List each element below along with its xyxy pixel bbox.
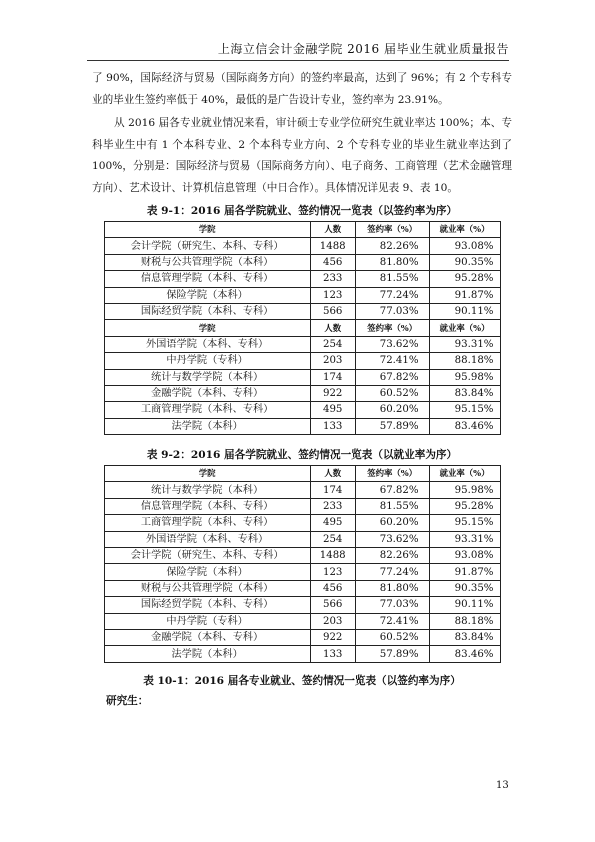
signing-rate-cell: 81.55% <box>355 271 429 287</box>
college-cell: 信息管理学院（本科、专科） <box>104 271 310 287</box>
table-row <box>104 402 500 418</box>
table-9-2 <box>104 465 501 663</box>
employment-rate-cell: 91.87% <box>429 287 500 303</box>
count-cell: 456 <box>310 254 355 270</box>
college-cell: 国际经贸学院（本科、专科） <box>104 303 310 319</box>
employment-rate-cell: 93.31% <box>429 336 500 352</box>
college-cell: 工商管理学院（本科、专科） <box>104 402 310 418</box>
signing-rate-cell: 82.26% <box>355 238 429 254</box>
signing-rate-cell: 67.82% <box>355 482 429 498</box>
college-cell: 工商管理学院（本科、专科） <box>104 515 310 531</box>
header-rule <box>87 60 509 61</box>
college-cell: 国际经贸学院（本科、专科） <box>104 597 310 613</box>
college-cell: 会计学院（研究生、本科、专科） <box>104 238 310 254</box>
table-header-row <box>104 222 500 238</box>
employment-rate-cell: 90.11% <box>429 597 500 613</box>
column-header-count: 人数 <box>310 466 355 482</box>
signing-rate-cell: 67.82% <box>355 369 429 385</box>
college-cell: 财税与公共管理学院（本科） <box>104 580 310 596</box>
count-cell: 566 <box>310 597 355 613</box>
table-row <box>104 238 500 254</box>
count-cell: 566 <box>310 303 355 319</box>
college-cell: 金融学院（本科、专科） <box>104 385 310 401</box>
signing-rate-cell: 73.62% <box>355 531 429 547</box>
employment-rate-cell: 90.11% <box>429 303 500 319</box>
college-cell: 保险学院（本科） <box>104 287 310 303</box>
table-row <box>104 515 500 531</box>
signing-rate-cell: 81.55% <box>355 498 429 514</box>
table-10-1-caption: 表 10-1：2016 届各专业就业、签约情况一览表（以签约率为序） <box>143 674 461 687</box>
table-row <box>104 336 500 352</box>
column-header-employment-rate: 就业率（%） <box>429 222 500 238</box>
college-cell: 保险学院（本科） <box>104 564 310 580</box>
employment-rate-cell: 83.46% <box>429 646 500 662</box>
table-row <box>104 254 500 270</box>
paragraph-1: 了 90%，国际经济与贸易（国际商务方向）的签约率最高，达到了 96%；有 2 个专科专业的毕业生签约率低于 40%，最低的是广告设计专业，签约率为 23.91%。 <box>92 72 512 106</box>
signing-rate-cell: 72.41% <box>355 353 429 369</box>
column-header-signing-rate: 签约率（%） <box>355 466 429 482</box>
count-cell: 133 <box>310 418 355 434</box>
employment-rate-cell: 93.31% <box>429 531 500 547</box>
count-cell: 174 <box>310 369 355 385</box>
table-row <box>104 271 500 287</box>
college-cell: 法学院（本科） <box>104 646 310 662</box>
college-cell: 金融学院（本科、专科） <box>104 629 310 645</box>
column-header-employment-rate: 就业率（%） <box>429 320 500 336</box>
table-row <box>104 303 500 319</box>
college-cell: 信息管理学院（本科、专科） <box>104 498 310 514</box>
signing-rate-cell: 77.24% <box>355 564 429 580</box>
signing-rate-cell: 81.80% <box>355 254 429 270</box>
count-cell: 922 <box>310 629 355 645</box>
count-cell: 254 <box>310 336 355 352</box>
table-9-2-caption: 表 9-2：2016 届各学院就业、签约情况一览表（以就业率为序） <box>146 449 458 462</box>
signing-rate-cell: 82.26% <box>355 548 429 564</box>
table-row <box>104 597 500 613</box>
column-header-college: 学院 <box>104 466 310 482</box>
table-subheader-row <box>104 320 500 336</box>
table-row <box>104 629 500 645</box>
employment-rate-cell: 95.15% <box>429 402 500 418</box>
employment-rate-cell: 88.18% <box>429 353 500 369</box>
column-header-signing-rate: 签约率（%） <box>355 320 429 336</box>
column-header-college: 学院 <box>104 222 310 238</box>
column-header-count: 人数 <box>310 222 355 238</box>
table-row <box>104 482 500 498</box>
count-cell: 133 <box>310 646 355 662</box>
paragraph-2: 从 2016 届各专业就业情况来看，审计硕士专业学位研究生就业率达 100%；本、专科毕业生中有 1 个本科专业、2 个本科专业方向、2 个专科专业的毕业生就业率达到了 100%，分别是：国际经济与贸易（国际商务方向）、电子商务、工商管理（艺术金融管理方向）、艺术设计、计算机信息管理（中日合作）。具体情况详见表 9、表 10。 <box>92 117 512 194</box>
count-cell: 1488 <box>310 238 355 254</box>
table-row <box>104 353 500 369</box>
column-header-college: 学院 <box>104 320 310 336</box>
table-row <box>104 287 500 303</box>
signing-rate-cell: 57.89% <box>355 418 429 434</box>
signing-rate-cell: 60.20% <box>355 402 429 418</box>
college-cell: 外国语学院（本科、专科） <box>104 531 310 547</box>
signing-rate-cell: 73.62% <box>355 336 429 352</box>
employment-rate-cell: 93.08% <box>429 548 500 564</box>
signing-rate-cell: 57.89% <box>355 646 429 662</box>
employment-rate-cell: 95.15% <box>429 515 500 531</box>
table-row <box>104 498 500 514</box>
count-cell: 922 <box>310 385 355 401</box>
college-cell: 外国语学院（本科、专科） <box>104 336 310 352</box>
table-row <box>104 531 500 547</box>
college-cell: 法学院（本科） <box>104 418 310 434</box>
count-cell: 203 <box>310 613 355 629</box>
count-cell: 254 <box>310 531 355 547</box>
employment-rate-cell: 95.28% <box>429 498 500 514</box>
employment-rate-cell: 90.35% <box>429 254 500 270</box>
table-9-1 <box>104 221 501 435</box>
employment-rate-cell: 95.28% <box>429 271 500 287</box>
signing-rate-cell: 60.52% <box>355 385 429 401</box>
signing-rate-cell: 77.03% <box>355 597 429 613</box>
signing-rate-cell: 77.24% <box>355 287 429 303</box>
table-header-row <box>104 466 500 482</box>
employment-rate-cell: 95.98% <box>429 482 500 498</box>
signing-rate-cell: 77.03% <box>355 303 429 319</box>
column-header-signing-rate: 签约率（%） <box>355 222 429 238</box>
employment-rate-cell: 90.35% <box>429 580 500 596</box>
table-row <box>104 613 500 629</box>
college-cell: 统计与数学学院（本科） <box>104 482 310 498</box>
employment-rate-cell: 88.18% <box>429 613 500 629</box>
table-row <box>104 548 500 564</box>
page-content <box>92 68 512 711</box>
signing-rate-cell: 60.52% <box>355 629 429 645</box>
count-cell: 123 <box>310 564 355 580</box>
college-cell: 统计与数学学院（本科） <box>104 369 310 385</box>
college-cell: 中丹学院（专科） <box>104 613 310 629</box>
table-9-1-caption: 表 9-1：2016 届各学院就业、签约情况一览表（以签约率为序） <box>146 205 458 217</box>
page-header: 上海立信会计金融学院 2016 届毕业生就业质量报告 <box>217 42 509 56</box>
employment-rate-cell: 95.98% <box>429 369 500 385</box>
column-header-count: 人数 <box>310 320 355 336</box>
table-row <box>104 418 500 434</box>
count-cell: 1488 <box>310 548 355 564</box>
college-cell: 中丹学院（专科） <box>104 353 310 369</box>
employment-rate-cell: 91.87% <box>429 564 500 580</box>
count-cell: 203 <box>310 353 355 369</box>
employment-rate-cell: 83.84% <box>429 385 500 401</box>
signing-rate-cell: 60.20% <box>355 515 429 531</box>
count-cell: 495 <box>310 515 355 531</box>
employment-rate-cell: 83.46% <box>429 418 500 434</box>
table-row <box>104 580 500 596</box>
count-cell: 123 <box>310 287 355 303</box>
count-cell: 174 <box>310 482 355 498</box>
table-row <box>104 646 500 662</box>
signing-rate-cell: 81.80% <box>355 580 429 596</box>
signing-rate-cell: 72.41% <box>355 613 429 629</box>
page-number: 13 <box>496 780 509 791</box>
table-row <box>104 564 500 580</box>
count-cell: 233 <box>310 498 355 514</box>
employment-rate-cell: 83.84% <box>429 629 500 645</box>
table-row <box>104 369 500 385</box>
employment-rate-cell: 93.08% <box>429 238 500 254</box>
postgraduate-subtitle: 研究生： <box>106 694 149 707</box>
college-cell: 会计学院（研究生、本科、专科） <box>104 548 310 564</box>
college-cell: 财税与公共管理学院（本科） <box>104 254 310 270</box>
table-row <box>104 385 500 401</box>
column-header-employment-rate: 就业率（%） <box>429 466 500 482</box>
count-cell: 495 <box>310 402 355 418</box>
count-cell: 233 <box>310 271 355 287</box>
count-cell: 456 <box>310 580 355 596</box>
